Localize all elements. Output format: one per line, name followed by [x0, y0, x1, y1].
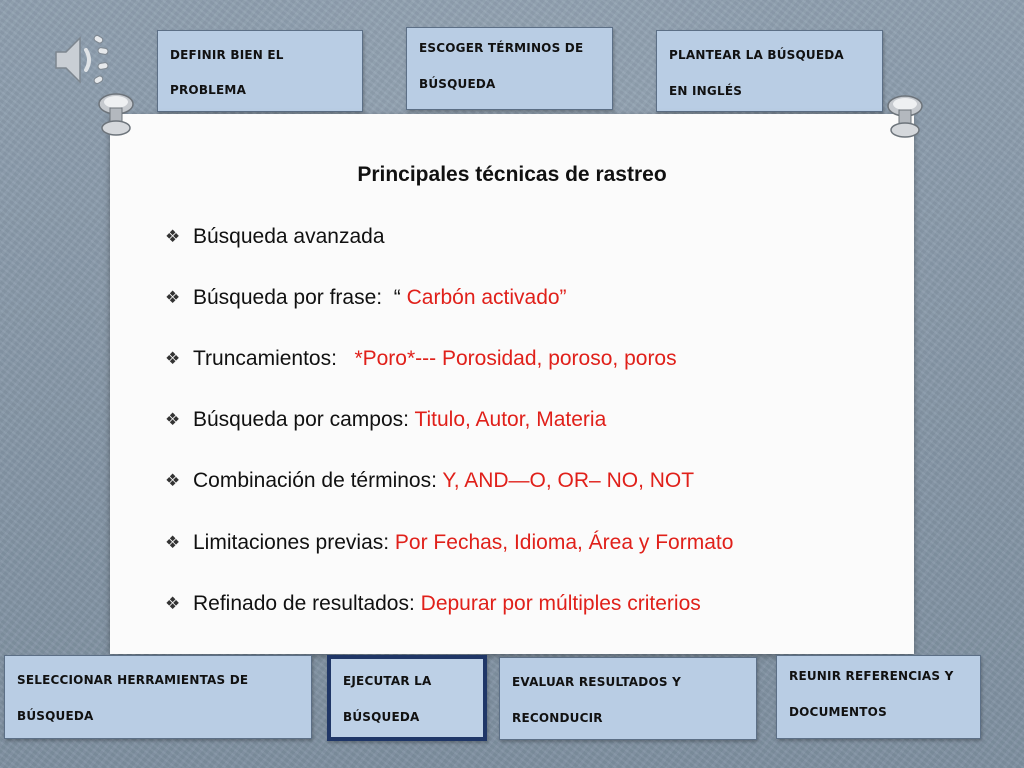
- speaker-icon[interactable]: [52, 30, 118, 92]
- step-label-line2: PROBLEMA: [170, 83, 247, 97]
- bullet-label: Refinado de resultados:: [193, 592, 421, 615]
- step-definir-problema: [157, 30, 363, 112]
- step-label-line2: EN INGLÉS: [669, 84, 743, 98]
- step-seleccionar-herramientas: [4, 655, 312, 739]
- step-label-line1: EVALUAR RESULTADOS Y: [512, 675, 681, 689]
- diamond-bullet-icon: ❖: [165, 349, 181, 368]
- bullet-label: Limitaciones previas:: [193, 531, 395, 554]
- bullet-item: [165, 408, 606, 432]
- bullet-value: Y, AND—O, OR– NO, NOT: [442, 469, 695, 492]
- pushpin-icon: [94, 90, 138, 140]
- bullet-item: [165, 286, 567, 310]
- bullet-label: Truncamientos:: [193, 347, 355, 370]
- bullet-item: [165, 347, 677, 371]
- step-label-line2: RECONDUCIR: [512, 711, 603, 725]
- step-label-line2: DOCUMENTOS: [789, 705, 887, 719]
- bullet-value: *Poro*--- Porosidad, poroso, poros: [354, 347, 677, 370]
- step-label-line1: ESCOGER TÉRMINOS DE: [419, 41, 584, 55]
- pushpin-icon: [883, 92, 927, 142]
- step-evaluar-resultados: [499, 657, 757, 740]
- slide-title: Principales técnicas de rastreo: [357, 163, 667, 186]
- step-reunir-referencias: [776, 655, 981, 739]
- diamond-bullet-icon: ❖: [165, 227, 181, 246]
- bullet-item: [165, 225, 385, 249]
- diamond-bullet-icon: ❖: [165, 533, 181, 552]
- step-label-line1: REUNIR REFERENCIAS Y: [789, 669, 954, 683]
- step-plantear-ingles: [656, 30, 883, 112]
- step-label-line2: BÚSQUEDA: [419, 77, 496, 91]
- diamond-bullet-icon: ❖: [165, 288, 181, 307]
- bullet-item: [165, 531, 733, 555]
- content-card: [110, 114, 914, 654]
- step-label-line1: PLANTEAR LA BÚSQUEDA: [669, 48, 844, 62]
- bullet-label: Búsqueda por campos:: [193, 408, 415, 431]
- step-label-line2: BÚSQUEDA: [343, 710, 420, 724]
- bullet-label: Combinación de términos:: [193, 469, 443, 492]
- step-label-line1: DEFINIR BIEN EL: [170, 48, 284, 62]
- bullet-value: Por Fechas, Idioma, Área y Formato: [394, 531, 734, 554]
- diamond-bullet-icon: ❖: [165, 594, 181, 613]
- diamond-bullet-icon: ❖: [165, 410, 181, 429]
- step-label-line1: SELECCIONAR HERRAMIENTAS DE: [17, 673, 249, 687]
- diamond-bullet-icon: ❖: [165, 471, 181, 490]
- bullet-label: Búsqueda avanzada: [193, 225, 385, 248]
- step-ejecutar-busqueda: [327, 655, 487, 741]
- bullet-value: Carbón activado”: [406, 286, 567, 309]
- step-escoger-terminos: [406, 27, 613, 110]
- bullet-label: Búsqueda por frase: “: [193, 286, 407, 309]
- bullet-value: Depurar por múltiples criterios: [420, 592, 701, 615]
- bullet-value: Titulo, Autor, Materia: [414, 408, 607, 431]
- step-label-line2: BÚSQUEDA: [17, 709, 94, 723]
- step-label-line1: EJECUTAR LA: [343, 674, 432, 688]
- bullet-item: [165, 592, 701, 616]
- bullet-item: [165, 469, 694, 493]
